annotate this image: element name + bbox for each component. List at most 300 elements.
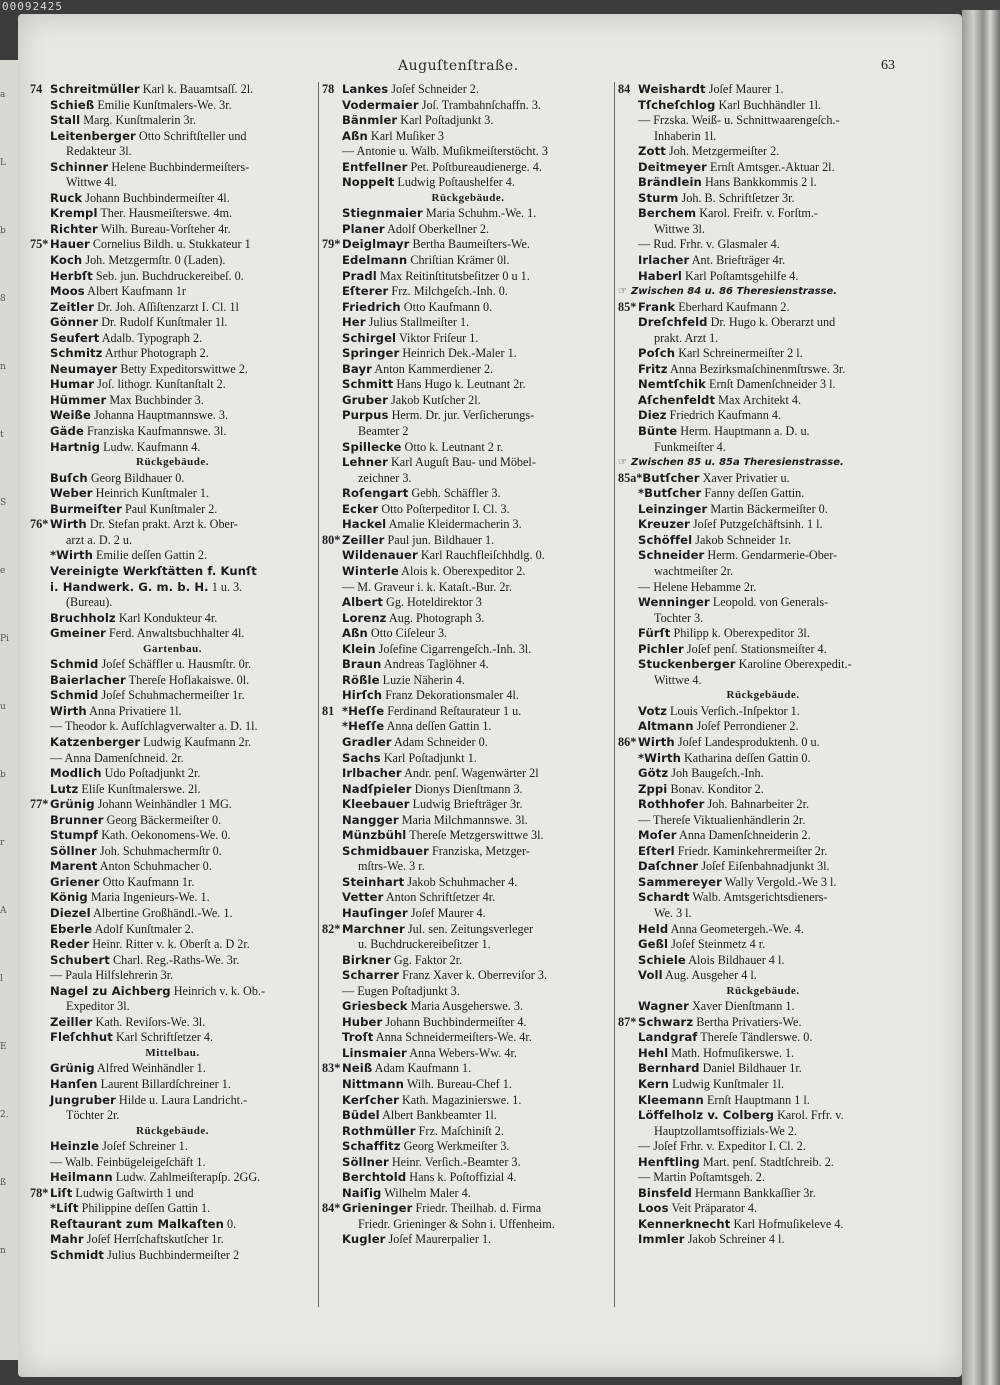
resident-entry bbox=[322, 315, 614, 331]
resident-entry bbox=[618, 98, 908, 114]
resident-entry bbox=[30, 953, 315, 969]
resident-details: Franziska Kaufmannswe. 3l. bbox=[86, 424, 227, 439]
resident-entry bbox=[618, 548, 908, 564]
resident-entry bbox=[322, 206, 614, 222]
resident-details: Anna Webers-Ww. 4r. bbox=[409, 1045, 517, 1060]
resident-details: Karl Poſtadjunkt 3. bbox=[400, 113, 494, 128]
resident-details: Otto Poſterpeditor I. Cl. 3. bbox=[381, 501, 510, 516]
house-number: 83* bbox=[322, 1061, 341, 1076]
resident-details: Frz. Milchgeſch.-Inh. 0. bbox=[391, 284, 508, 299]
resident-details: Louis Verſich.-Inſpektor 1. bbox=[670, 703, 800, 718]
resident-entry bbox=[322, 331, 614, 347]
resident-details: Wilhelm Maler 4. bbox=[384, 1185, 471, 1200]
resident-name: Kugler bbox=[342, 1232, 386, 1247]
resident-entry bbox=[30, 1139, 315, 1155]
column-divider bbox=[614, 82, 615, 1307]
resident-entry bbox=[322, 440, 614, 456]
section-heading: Mittelbau. bbox=[145, 1046, 200, 1059]
house-number: 79* bbox=[322, 237, 341, 252]
resident-name: Butſcher bbox=[642, 470, 700, 485]
section-heading: Rückgebäude. bbox=[726, 689, 800, 702]
resident-name: Albert bbox=[342, 595, 383, 610]
resident-details: Albert Bankbeamter 1l. bbox=[382, 1108, 497, 1123]
resident-details: Anna Geometergeh.-We. 4. bbox=[670, 921, 804, 936]
resident-details: Mart. penſ. Stadtſchreib. 2. bbox=[702, 1154, 834, 1169]
entry-continuation: prakt. Arzt 1. bbox=[654, 330, 719, 345]
resident-details: Anton Schriftſetzer 4r. bbox=[385, 890, 496, 905]
resident-details: Joſef Schuhmachermeiſter 1r. bbox=[101, 688, 245, 703]
sliver-glyph: 8 bbox=[0, 294, 6, 304]
resident-name: *Heſſe bbox=[342, 719, 385, 734]
resident-details: Hermann Bankkaſſier 3r. bbox=[695, 1185, 816, 1200]
resident-entry bbox=[618, 999, 908, 1015]
entry-continuation: Hauptzollamtsoffizials-We 2. bbox=[654, 1123, 797, 1138]
resident-details: Joh. Metzgermſtr. 0 (Laden). bbox=[85, 253, 226, 268]
resident-name: Moſer bbox=[638, 828, 677, 843]
resident-entry bbox=[322, 1155, 614, 1171]
resident-entry bbox=[30, 424, 315, 440]
sliver-glyph: r bbox=[0, 838, 5, 848]
resident-details: Martin Bäckermeiſter 0. bbox=[710, 501, 828, 516]
house-number: 85a* bbox=[618, 470, 643, 485]
resident-name: Eſterl bbox=[638, 843, 675, 858]
resident-details: Johann Buchbindermeiſter 4l. bbox=[85, 190, 230, 205]
resident-entry bbox=[30, 502, 315, 518]
resident-details: Hans Bankkommis 2 l. bbox=[704, 175, 817, 190]
entry-continuation: Wittwe 4l. bbox=[66, 175, 117, 190]
resident-entry bbox=[618, 922, 908, 938]
house-number: 84 bbox=[618, 82, 631, 96]
resident-entry bbox=[322, 1015, 614, 1031]
resident-name: Lankes bbox=[342, 82, 389, 96]
resident-name: Kleebauer bbox=[342, 797, 410, 812]
resident-details: Heinrich Dek.-Maler 1. bbox=[402, 346, 517, 361]
resident-details: Otto Ciſeleur 3. bbox=[370, 626, 448, 641]
resident-details: Friedr. Kaminkehrermeiſter 2r. bbox=[677, 843, 828, 858]
resident-details: Frz. Maſchiniſt 2. bbox=[418, 1123, 504, 1138]
resident-name: Modlich bbox=[50, 766, 102, 781]
resident-entry bbox=[30, 1077, 315, 1093]
resident-details: Leopold. von Generals- bbox=[712, 595, 829, 610]
resident-details: Eberhard Kaufmann 2. bbox=[678, 299, 790, 314]
resident-entry bbox=[322, 564, 614, 580]
resident-details: Jakob Schuhmacher 4. bbox=[407, 874, 518, 889]
resident-name: Schieß bbox=[50, 97, 95, 112]
resident-details: Friedr. Theilhab. d. Firma bbox=[415, 1201, 542, 1216]
resident-details: Karol. Freifr. v. Forſtm.- bbox=[699, 206, 818, 221]
resident-name: Hanſen bbox=[50, 1077, 98, 1091]
resident-name: Berchem bbox=[638, 206, 697, 221]
resident-details: Karl Buchhändler 1l. bbox=[718, 97, 822, 112]
resident-entry bbox=[618, 1232, 908, 1248]
resident-name: Ecker bbox=[342, 501, 379, 516]
resident-name: Zott bbox=[638, 144, 666, 159]
resident-name: Seufert bbox=[50, 330, 100, 345]
entry-dash: — Walb. Feinbügeleigeſchäft 1. bbox=[50, 1154, 206, 1169]
resident-name: Brunner bbox=[50, 812, 104, 827]
resident-entry bbox=[30, 129, 315, 145]
resident-details: Alois k. Oberexpeditor 2. bbox=[401, 563, 526, 578]
resident-details: Karl k. Bauamtsaſſ. 2l. bbox=[142, 82, 254, 96]
resident-details: Philippine deſſen Gattin 1. bbox=[81, 1201, 211, 1216]
resident-entry bbox=[322, 533, 614, 549]
resident-entry bbox=[322, 222, 614, 238]
resident-details: Kath. Reviſors-We. 3l. bbox=[95, 1014, 206, 1029]
resident-details: Herm. Dr. jur. Verſicherungs- bbox=[391, 408, 535, 423]
resident-name: Nadſpieler bbox=[342, 781, 412, 796]
sliver-glyph: e bbox=[0, 566, 6, 576]
resident-name: Schmidbauer bbox=[342, 843, 429, 858]
resident-name: Rothmüller bbox=[342, 1123, 416, 1138]
resident-entry bbox=[322, 890, 614, 906]
resident-details: Walb. Amtsgerichtsdieners- bbox=[692, 890, 828, 905]
resident-details: Veit Präparator 4. bbox=[671, 1201, 758, 1216]
entry-continuation: Wittwe 4. bbox=[654, 672, 702, 687]
entry-continuation: wachtmeiſter 2r. bbox=[654, 563, 734, 578]
house-number: 76* bbox=[30, 517, 49, 532]
street-note bbox=[618, 284, 908, 300]
resident-details: Karl Schriftſetzer 4. bbox=[115, 1030, 214, 1045]
resident-details: Aug. Photograph 3. bbox=[388, 610, 485, 625]
resident-entry bbox=[618, 362, 908, 378]
entry-continuation: Friedr. Grieninger & Sohn i. Uffenheim. bbox=[358, 1216, 555, 1231]
resident-name: Vereinigte Werkſtätten f. Kunſt bbox=[50, 563, 257, 578]
resident-name: Lutz bbox=[50, 781, 79, 796]
resident-details: Karl Poſtamtsgehilfe 4. bbox=[685, 268, 799, 283]
resident-details: Ther. Hausmeiſterswe. 4m. bbox=[100, 206, 233, 221]
resident-name: Schneider bbox=[638, 548, 705, 563]
entry-continuation: We. 3 l. bbox=[654, 905, 692, 920]
resident-name: Edelmann bbox=[342, 253, 408, 268]
resident-entry bbox=[322, 269, 614, 285]
resident-name: Marchner bbox=[342, 921, 405, 936]
resident-entry bbox=[322, 502, 614, 518]
resident-name: Lehner bbox=[342, 455, 388, 470]
resident-details: Johann Buchbindermeiſter 4. bbox=[385, 1014, 527, 1029]
sliver-glyph: u bbox=[0, 702, 6, 712]
resident-details: Joſef Schäffler u. Hausmſtr. 0r. bbox=[101, 657, 252, 672]
resident-name: Fritz bbox=[638, 361, 668, 376]
resident-name: Weishardt bbox=[638, 82, 706, 96]
entry-continuation: Tochter 3. bbox=[654, 610, 704, 625]
resident-details: Wilh. Bureau-Chef 1. bbox=[406, 1077, 512, 1091]
resident-name: Hackel bbox=[342, 517, 387, 532]
resident-entry bbox=[322, 968, 614, 984]
resident-details: Luzie Näherin 4. bbox=[382, 672, 465, 687]
resident-details: Amalie Kleidermacherin 3. bbox=[388, 517, 522, 532]
resident-entry bbox=[322, 953, 614, 969]
resident-details: Karl Rauchfleiſchhdlg. 0. bbox=[420, 548, 545, 563]
resident-entry bbox=[30, 922, 315, 938]
resident-name: Gäde bbox=[50, 424, 84, 439]
resident-details: Max Buchbinder 3. bbox=[109, 392, 204, 407]
resident-details: Ferd. Anwaltsbuchhalter 4l. bbox=[109, 626, 245, 641]
entry-dash: — Helene Hebamme 2r. bbox=[638, 579, 757, 594]
resident-name: Koch bbox=[50, 253, 83, 268]
resident-details: Anton Kammerdiener 2. bbox=[374, 361, 494, 376]
resident-name: Irlbacher bbox=[342, 766, 402, 781]
resident-name: Grünig bbox=[50, 797, 95, 812]
resident-name: Tſcheſchlog bbox=[638, 97, 716, 112]
resident-details: Herm. Hauptmann a. D. u. bbox=[680, 424, 810, 439]
resident-name: Zeiller bbox=[50, 1014, 93, 1029]
resident-name: Her bbox=[342, 315, 366, 330]
resident-entry bbox=[30, 1030, 315, 1046]
resident-details: Joh. B. Schriftſetzer 3r. bbox=[681, 190, 795, 205]
resident-details: Dr. Joh. Aſſiſtenzarzt I. Cl. 1l bbox=[97, 299, 239, 314]
entry-dash: — Anna Damenſchneid. 2r. bbox=[50, 750, 184, 765]
resident-name: Wirth bbox=[50, 517, 87, 532]
resident-entry bbox=[618, 1186, 908, 1202]
resident-entry bbox=[30, 362, 315, 378]
resident-entry bbox=[322, 82, 614, 98]
resident-name: Stuckenberger bbox=[638, 657, 736, 672]
resident-name: Kennerknecht bbox=[638, 1216, 731, 1231]
resident-name: Scharrer bbox=[342, 968, 400, 983]
resident-name: Leitenberger bbox=[50, 128, 136, 143]
resident-name: Schwarz bbox=[638, 1014, 694, 1029]
house-number: 85* bbox=[618, 299, 637, 314]
resident-entry bbox=[30, 471, 315, 487]
resident-entry bbox=[30, 782, 315, 798]
resident-name: Liſt bbox=[50, 1185, 73, 1200]
resident-name: Schinner bbox=[50, 159, 109, 174]
resident-details: Joſef Maurer 1. bbox=[708, 82, 784, 96]
resident-details: Udo Poſtadjunkt 2r. bbox=[104, 766, 201, 781]
resident-name: Votz bbox=[638, 703, 667, 718]
resident-name: Springer bbox=[342, 346, 400, 361]
resident-details: Ferdinand Reſtaurateur 1 u. bbox=[387, 703, 522, 718]
resident-entry bbox=[30, 828, 315, 844]
resident-entry bbox=[322, 408, 614, 424]
resident-entry bbox=[322, 1093, 614, 1109]
resident-entry bbox=[618, 346, 908, 362]
street-note bbox=[618, 455, 908, 471]
resident-entry bbox=[618, 1108, 908, 1124]
resident-entry bbox=[322, 797, 614, 813]
resident-details: Karl Hofmuſikeleve 4. bbox=[733, 1216, 844, 1231]
resident-name: Noppelt bbox=[342, 175, 395, 190]
resident-entry bbox=[322, 362, 614, 378]
resident-name: Deiglmayr bbox=[342, 237, 410, 252]
house-number: 78* bbox=[30, 1185, 49, 1200]
resident-name: Hümmer bbox=[50, 392, 107, 407]
resident-entry bbox=[322, 393, 614, 409]
column-2 bbox=[322, 82, 614, 1248]
resident-name: Schmitt bbox=[342, 377, 394, 392]
section-heading: Rückgebäude. bbox=[431, 191, 505, 204]
resident-entry bbox=[30, 580, 315, 596]
resident-name: Steinhart bbox=[342, 874, 405, 889]
resident-entry bbox=[30, 160, 315, 176]
resident-details: Joſef Schreiner 1. bbox=[102, 1139, 188, 1154]
resident-name: Bayr bbox=[342, 361, 372, 376]
resident-name: Hehl bbox=[638, 1045, 669, 1060]
resident-entry bbox=[618, 782, 908, 798]
resident-entry bbox=[618, 144, 908, 160]
note-text: Zwischen 85 u. 85a Theresienstrasse. bbox=[630, 457, 844, 469]
resident-name: Neiß bbox=[342, 1061, 373, 1076]
resident-name: Bruchholz bbox=[50, 610, 116, 625]
resident-details: Heinrich v. k. Ob.- bbox=[173, 983, 266, 998]
resident-name: Immler bbox=[638, 1232, 685, 1247]
resident-name: Bänmler bbox=[342, 113, 398, 128]
resident-entry bbox=[618, 1201, 908, 1217]
resident-details: Math. Hofmuſikerswe. 1. bbox=[671, 1045, 795, 1060]
resident-entry bbox=[30, 346, 315, 362]
resident-details: Franziska, Metzger- bbox=[431, 843, 530, 858]
resident-details: Kath. Magazinierswe. 1. bbox=[401, 1092, 522, 1107]
resident-details: Helene Buchbindermeiſters- bbox=[111, 159, 250, 174]
resident-details: Otto Kaufmann 1r. bbox=[102, 874, 195, 889]
entry-continuation: (Bureau). bbox=[66, 595, 113, 610]
resident-details: Maria Ausgeherswe. 3. bbox=[410, 999, 524, 1014]
resident-details: Gebh. Schäffler 3. bbox=[411, 486, 501, 501]
resident-entry bbox=[618, 424, 908, 440]
resident-entry bbox=[322, 906, 614, 922]
resident-name: Rothhofer bbox=[638, 797, 705, 812]
scan-id-label: 00092425 bbox=[2, 0, 63, 13]
entry-continuation: Beamter 2 bbox=[358, 424, 409, 439]
resident-entry bbox=[618, 626, 908, 642]
resident-details: Emilie deſſen Gattin 2. bbox=[96, 548, 208, 563]
column-1 bbox=[30, 82, 315, 1264]
resident-details: Joh. Metzgermeiſter 2. bbox=[668, 144, 780, 159]
resident-name: Loos bbox=[638, 1201, 669, 1216]
book-edge bbox=[962, 10, 1000, 1385]
sliver-glyph: l bbox=[0, 974, 3, 984]
resident-entry bbox=[30, 206, 315, 222]
resident-details: Karl Auguſt Bau- und Möbel- bbox=[391, 455, 536, 470]
sliver-glyph: E bbox=[0, 1042, 7, 1052]
resident-name: Schardt bbox=[638, 890, 690, 905]
resident-entry bbox=[322, 346, 614, 362]
resident-details: Maria Milchmannswe. 3l. bbox=[401, 812, 528, 827]
resident-details: Joſef Maurer 4. bbox=[410, 905, 486, 920]
resident-entry bbox=[618, 1217, 908, 1233]
resident-details: Friedrich Kaufmann 4. bbox=[669, 408, 782, 423]
resident-name: Burmeiſter bbox=[50, 501, 122, 516]
resident-name: *Wirth bbox=[638, 750, 681, 765]
resident-name: Kerſcher bbox=[342, 1092, 399, 1107]
entry-continuation: Funkmeiſter 4. bbox=[654, 439, 726, 454]
resident-details: Anna Privatiere 1l. bbox=[89, 703, 182, 718]
resident-entry bbox=[618, 269, 908, 285]
resident-name: Götz bbox=[638, 766, 669, 781]
house-number: 74 bbox=[30, 82, 43, 96]
resident-details: Bonav. Konditor 2. bbox=[670, 781, 764, 796]
house-number: 75* bbox=[30, 237, 49, 252]
resident-details: Joſef Steinmetz 4 r. bbox=[671, 937, 766, 952]
resident-name: Söllner bbox=[342, 1154, 389, 1169]
column-divider bbox=[318, 82, 319, 1307]
resident-entry bbox=[30, 1248, 315, 1264]
resident-entry bbox=[618, 1155, 908, 1171]
resident-details: Jakob Schreiner 4 l. bbox=[687, 1232, 785, 1247]
resident-entry bbox=[322, 813, 614, 829]
resident-name: Schmidt bbox=[50, 1248, 105, 1263]
resident-name: *Heſſe bbox=[342, 703, 385, 718]
resident-details: Emilie Kunſtmalers-We. 3r. bbox=[97, 97, 232, 112]
sliver-glyph: n bbox=[0, 362, 6, 372]
resident-details: Alois Bildhauer 4 l. bbox=[688, 952, 785, 967]
resident-details: Eliſe Kunſtmalerswe. 2l. bbox=[81, 781, 201, 796]
resident-details: Gg. Hoteldirektor 3 bbox=[386, 595, 482, 610]
resident-entry bbox=[618, 1077, 908, 1093]
resident-entry bbox=[30, 486, 315, 502]
resident-name: Schmid bbox=[50, 688, 99, 703]
resident-name: Buſch bbox=[50, 470, 88, 485]
resident-name: Rößle bbox=[342, 672, 380, 687]
resident-name: Kleemann bbox=[638, 1092, 704, 1107]
resident-entry bbox=[322, 1186, 614, 1202]
page-number: 63 bbox=[881, 58, 895, 73]
resident-name: Grieninger bbox=[342, 1201, 413, 1216]
resident-name: Geßl bbox=[638, 937, 669, 952]
resident-name: Purpus bbox=[342, 408, 389, 423]
resident-name: Richter bbox=[50, 221, 98, 236]
resident-entry bbox=[618, 875, 908, 891]
resident-name: Troſt bbox=[342, 1030, 374, 1045]
resident-name: Braun bbox=[342, 657, 382, 672]
resident-name: Voll bbox=[638, 968, 663, 983]
resident-details: Ernſt Amtsger.-Aktuar 2l. bbox=[710, 159, 835, 174]
resident-name: Nemtſchik bbox=[638, 377, 706, 392]
resident-details: Laurent Billardſchreiner 1. bbox=[100, 1077, 231, 1091]
resident-details: Paul Kunſtmaler 2. bbox=[124, 501, 218, 516]
resident-details: Paul jun. Bildhauer 1. bbox=[387, 532, 495, 547]
resident-entry bbox=[322, 751, 614, 767]
resident-details: Otto Kaufmann 0. bbox=[403, 299, 493, 314]
resident-entry bbox=[322, 611, 614, 627]
resident-entry bbox=[30, 1217, 315, 1233]
sliver-glyph: b bbox=[0, 770, 6, 780]
resident-name: Lorenz bbox=[342, 610, 387, 625]
resident-entry bbox=[322, 98, 614, 114]
resident-entry bbox=[322, 719, 614, 735]
entry-dash: — Antonie u. Walb. Muſikmeiſterstöcht. 3 bbox=[342, 144, 548, 159]
house-number: 87* bbox=[618, 1014, 637, 1029]
resident-name: Kern bbox=[638, 1077, 670, 1091]
resident-entry bbox=[30, 906, 315, 922]
entry-continuation: Redakteur 3l. bbox=[66, 144, 132, 159]
resident-name: Planer bbox=[342, 221, 385, 236]
resident-details: Viktor Friſeur 1. bbox=[398, 330, 479, 345]
resident-name: i. Handwerk. G. m. b. H. bbox=[50, 579, 209, 594]
resident-details: Ernſt Damenſchneider 3 l. bbox=[709, 377, 836, 392]
resident-entry bbox=[618, 797, 908, 813]
resident-entry bbox=[322, 1232, 614, 1248]
resident-entry bbox=[618, 82, 908, 98]
resident-name: Stall bbox=[50, 113, 81, 128]
resident-name: Eberle bbox=[50, 921, 93, 936]
resident-entry bbox=[30, 1061, 315, 1077]
resident-entry bbox=[618, 595, 908, 611]
resident-details: Hans k. Poſtoffizial 4. bbox=[409, 1170, 517, 1185]
resident-name: *Wirth bbox=[50, 548, 93, 563]
resident-entry bbox=[322, 1046, 614, 1062]
resident-entry bbox=[30, 222, 315, 238]
resident-entry bbox=[618, 253, 908, 269]
resident-name: Hirſch bbox=[342, 688, 383, 703]
resident-name: Sachs bbox=[342, 750, 381, 765]
resident-details: Bertha Privatiers-We. bbox=[696, 1014, 802, 1029]
resident-details: Cornelius Bildh. u. Stukkateur 1 bbox=[92, 237, 251, 252]
resident-details: Joh. Bahnarbeiter 2r. bbox=[707, 797, 810, 812]
resident-details: Ludw. Zahlmeiſterapſp. 2GG. bbox=[115, 1170, 261, 1185]
resident-name: Aßn bbox=[342, 128, 368, 143]
resident-details: Dr. Hugo k. Oberarzt und bbox=[710, 315, 836, 330]
